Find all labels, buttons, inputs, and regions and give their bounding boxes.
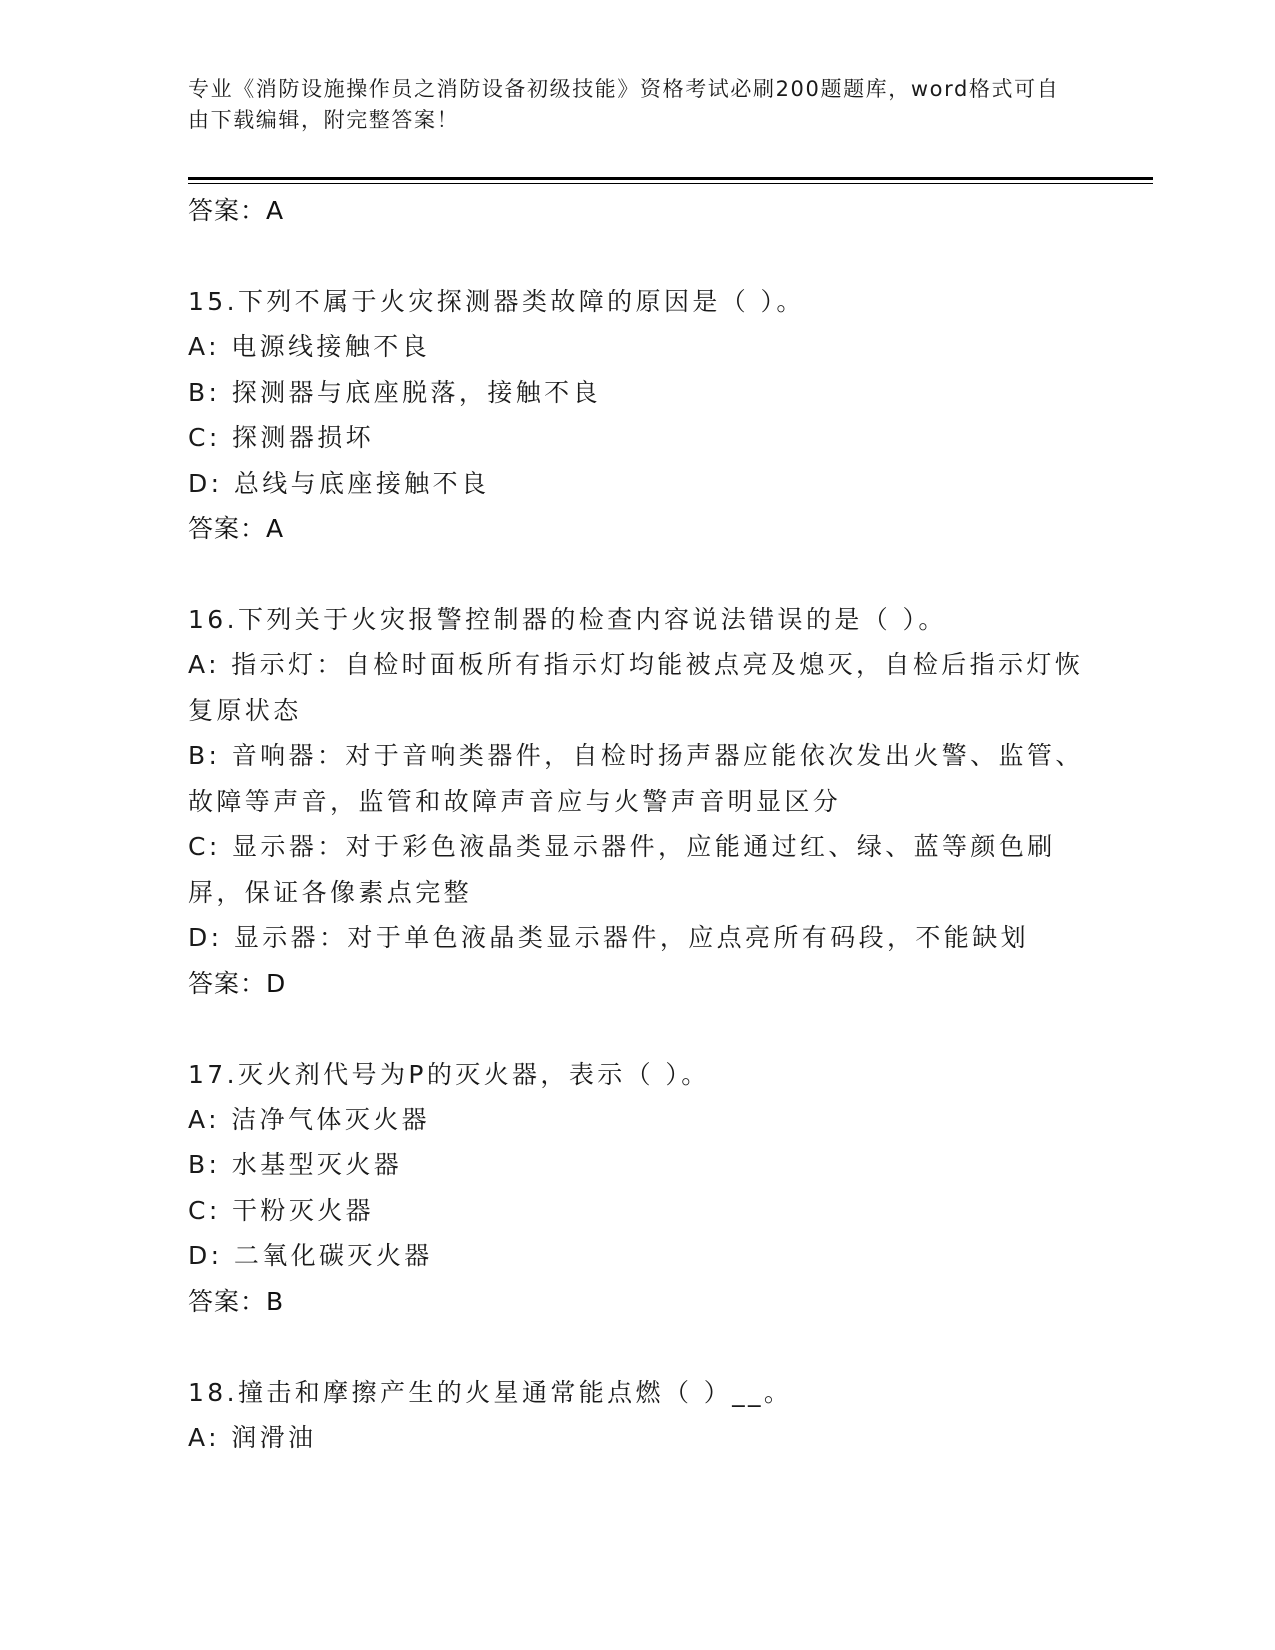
question-block (188, 1370, 1088, 1461)
question-block (188, 1052, 1088, 1324)
question-stem: 17.灭火剂代号为P的灭火器，表示（ ）。 (188, 1059, 710, 1089)
option-b: B: 水基型灭火器 (188, 1150, 403, 1179)
answer-line: 答案：D (188, 968, 287, 998)
header-divider-thick (188, 177, 1153, 180)
question-stem: 15.下列不属于火灾探测器类故障的原因是（ ）。 (188, 287, 805, 316)
option-d: D: 二氧化碳灭火器 (188, 1241, 433, 1270)
option-a: A: 电源线接触不良 (188, 332, 431, 361)
question-block (188, 279, 1088, 551)
question-stem: 16.下列关于火灾报警控制器的检查内容说法错误的是（ ）。 (188, 605, 947, 634)
answer-line: 答案：A (188, 514, 285, 543)
answer-line: 答案：B (188, 1286, 285, 1316)
option-c: C: 显示器：对于彩色液晶类显示器件，应能通过红、绿、蓝等颜色刷屏，保证各像素点完整 (188, 832, 1056, 907)
option-d: D: 显示器：对于单色液晶类显示器件，应点亮所有码段，不能缺划 (188, 923, 1030, 952)
option-b: B: 音响器：对于音响类器件，自检时扬声器应能依次发出火警、监管、故障等声音，监管和故障声音应与火警声音明显区分 (188, 741, 1084, 816)
question-list (188, 188, 1088, 1460)
option-b: B: 探测器与底座脱落，接触不良 (188, 377, 601, 407)
option-c: C: 探测器损坏 (188, 423, 375, 452)
answer-line: 答案：A (188, 196, 285, 225)
header-divider-thin (188, 183, 1153, 184)
option-a: A: 洁净气体灭火器 (188, 1104, 431, 1134)
option-a: A: 润滑油 (188, 1422, 317, 1452)
question-stem: 18.撞击和摩擦产生的火星通常能点燃（ ）__。 (188, 1377, 793, 1407)
question-block (188, 597, 1088, 1006)
option-a: A: 指示灯：自检时面板所有指示灯均能被点亮及熄灭，自检后指示灯恢复原状态 (188, 650, 1084, 725)
option-d: D: 总线与底座接触不良 (188, 468, 490, 498)
option-c: C: 干粉灭火器 (188, 1195, 375, 1225)
document-header: 专业《消防设施操作员之消防设备初级技能》资格考试必刷200题题库，word格式可自由下载编辑，附完整答案！ (188, 77, 1060, 132)
